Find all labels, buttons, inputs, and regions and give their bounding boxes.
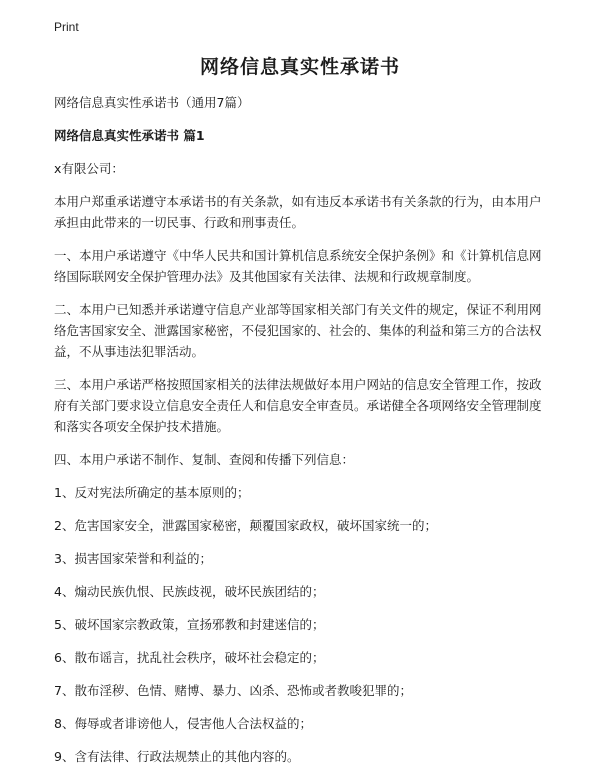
list-item: 7、散布淫秽、色情、赌博、暴力、凶杀、恐怖或者教唆犯罪的； [54, 683, 412, 698]
list-item: 4、煽动民族仇恨、民族歧视，破坏民族团结的； [54, 584, 325, 599]
document-title: 网络信息真实性承诺书 [199, 56, 400, 78]
list-item: 8、侮辱或者诽谤他人，侵害他人合法权益的； [54, 716, 312, 731]
paragraph-intro: 本用户郑重承诺遵守本承诺书的有关条款，如有违反本承诺书有关条款的行为，由本用户承担由此带来的一切民事、行政和刑事责任。 [54, 194, 542, 230]
print-link[interactable]: Print [54, 20, 79, 34]
list-item: 5、破坏国家宗教政策，宣扬邪教和封建迷信的； [54, 617, 325, 632]
section-heading: 网络信息真实性承诺书 篇1 [54, 128, 205, 143]
paragraph-clause-4: 四、本用户承诺不制作、复制、查阅和传播下列信息： [54, 452, 355, 467]
document-body [54, 92, 550, 779]
list-item: 9、含有法律、行政法规禁止的其他内容的。 [54, 749, 300, 764]
document-subtitle: 网络信息真实性承诺书（通用7篇） [54, 95, 250, 110]
list-item: 6、散布谣言，扰乱社会秩序，破坏社会稳定的； [54, 650, 325, 665]
list-item: 3、损害国家荣誉和利益的； [54, 551, 212, 566]
paragraph-clause-3: 三、本用户承诺严格按照国家相关的法律法规做好本用户网站的信息安全管理工作，按政府有关部门要求设立信息安全责任人和信息安全审查员。承诺健全各项网络安全管理制度和落实各项安全保护技术措施。 [54, 377, 542, 434]
paragraph-clause-2: 二、本用户已知悉并承诺遵守信息产业部等国家相关部门有关文件的规定，保证不利用网络危害国家安全、泄露国家秘密，不侵犯国家的、社会的、集体的利益和第三方的合法权益，不从事违法犯罪活动。 [54, 302, 542, 359]
list-item: 1、反对宪法所确定的基本原则的； [54, 485, 250, 500]
list-item: 2、危害国家安全，泄露国家秘密，颠覆国家政权，破坏国家统一的； [54, 518, 437, 533]
addressee-line: x有限公司： [54, 161, 124, 176]
paragraph-clause-1: 一、本用户承诺遵守《中华人民共和国计算机信息系统安全保护条例》和《计算机信息网络国际联网安全保护管理办法》及其他国家有关法律、法规和行政规章制度。 [54, 248, 542, 284]
